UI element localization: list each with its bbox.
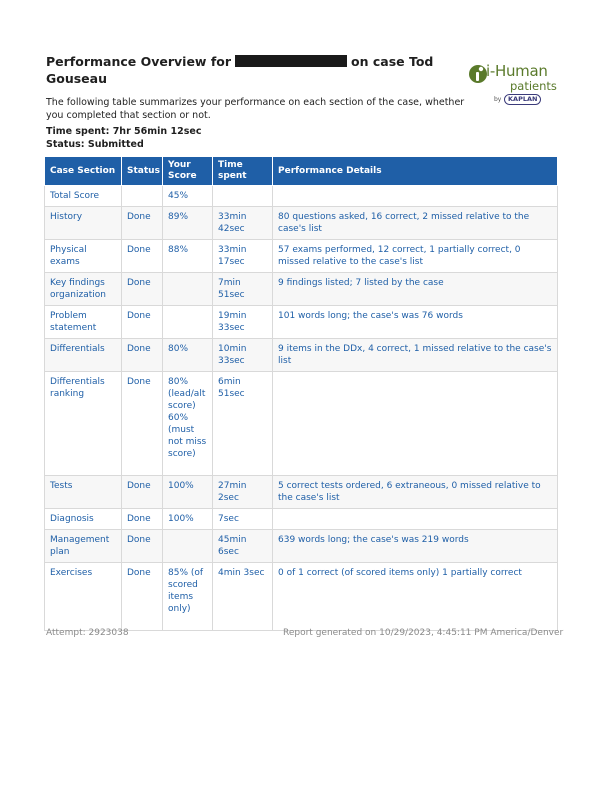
title-suffix: on case Tod Gouseau bbox=[46, 54, 434, 86]
summary-text: The following table summarizes your performance on each section of the case, whether you completed that section or not. bbox=[46, 97, 465, 121]
cell-details bbox=[273, 509, 558, 530]
cell-section: Differentials ranking bbox=[45, 372, 122, 476]
cell-score: 100% bbox=[163, 476, 213, 509]
table-row bbox=[45, 240, 558, 273]
cell-details: 57 exams performed, 12 correct, 1 partially correct, 0 missed relative to the case's list bbox=[273, 240, 558, 273]
cell-time: 10min 33sec bbox=[213, 339, 273, 372]
cell-status bbox=[122, 186, 163, 207]
cell-status: Done bbox=[122, 563, 163, 631]
report-header bbox=[46, 53, 436, 87]
cell-status: Done bbox=[122, 476, 163, 509]
cell-score bbox=[163, 273, 213, 306]
table-row bbox=[45, 372, 558, 476]
cell-details: 80 questions asked, 16 correct, 2 missed relative to the case's list bbox=[273, 207, 558, 240]
table-row bbox=[45, 273, 558, 306]
logo-partner: KAPLAN bbox=[504, 94, 541, 105]
column-header: Time spent bbox=[213, 157, 273, 186]
cell-time: 7min 51sec bbox=[213, 273, 273, 306]
cell-details: 5 correct tests ordered, 6 extraneous, 0 missed relative to the case's list bbox=[273, 476, 558, 509]
cell-section: Diagnosis bbox=[45, 509, 122, 530]
cell-details bbox=[273, 372, 558, 476]
cell-section: Problem statement bbox=[45, 306, 122, 339]
meta-block bbox=[46, 125, 201, 151]
cell-details: 9 items in the DDx, 4 correct, 1 missed relative to the case's list bbox=[273, 339, 558, 372]
ihuman-logo bbox=[468, 60, 558, 110]
cell-score bbox=[163, 530, 213, 563]
column-header: Performance Details bbox=[273, 157, 558, 186]
cell-time: 33min 17sec bbox=[213, 240, 273, 273]
title-prefix: Performance Overview for bbox=[46, 54, 232, 69]
cell-score: 85% (of scored items only) bbox=[163, 563, 213, 631]
table-row bbox=[45, 186, 558, 207]
column-header: Your Score bbox=[163, 157, 213, 186]
table-row bbox=[45, 563, 558, 631]
cell-section: Tests bbox=[45, 476, 122, 509]
performance-table bbox=[44, 156, 558, 631]
cell-time: 27min 2sec bbox=[213, 476, 273, 509]
cell-time: 7sec bbox=[213, 509, 273, 530]
table-row bbox=[45, 207, 558, 240]
logo-by: by bbox=[494, 96, 502, 103]
cell-status: Done bbox=[122, 372, 163, 476]
time-spent: Time spent: 7hr 56min 12sec bbox=[46, 126, 202, 137]
cell-time: 4min 3sec bbox=[213, 563, 273, 631]
cell-time: 33min 42sec bbox=[213, 207, 273, 240]
cell-time: 19min 33sec bbox=[213, 306, 273, 339]
table-row bbox=[45, 306, 558, 339]
cell-section: Key findings organization bbox=[45, 273, 122, 306]
cell-time: 45min 6sec bbox=[213, 530, 273, 563]
cell-status: Done bbox=[122, 240, 163, 273]
cell-score: 100% bbox=[163, 509, 213, 530]
cell-status: Done bbox=[122, 306, 163, 339]
cell-details: 9 findings listed; 7 listed by the case bbox=[273, 273, 558, 306]
cell-score: 80% bbox=[163, 339, 213, 372]
ihuman-mark-icon bbox=[468, 64, 488, 84]
cell-score: 89% bbox=[163, 207, 213, 240]
cell-score bbox=[163, 306, 213, 339]
cell-section: Total Score bbox=[45, 186, 122, 207]
column-header: Case Section bbox=[45, 157, 122, 186]
table-row bbox=[45, 476, 558, 509]
cell-details: 0 of 1 correct (of scored items only) 1 partially correct bbox=[273, 563, 558, 631]
attempt-id: Attempt: 2923038 bbox=[46, 628, 129, 638]
cell-time bbox=[213, 186, 273, 207]
logo-brand-top: i-Human bbox=[486, 62, 548, 80]
table-row bbox=[45, 339, 558, 372]
table-row bbox=[45, 509, 558, 530]
cell-status: Done bbox=[122, 530, 163, 563]
table-row bbox=[45, 530, 558, 563]
cell-section: Management plan bbox=[45, 530, 122, 563]
cell-section: History bbox=[45, 207, 122, 240]
cell-section: Differentials bbox=[45, 339, 122, 372]
page-title bbox=[46, 53, 436, 87]
cell-status: Done bbox=[122, 273, 163, 306]
cell-score: 80% (lead/alt score) 60% (must not miss score) bbox=[163, 372, 213, 476]
cell-section: Exercises bbox=[45, 563, 122, 631]
cell-score: 45% bbox=[163, 186, 213, 207]
report-generated: Report generated on 10/29/2023, 4:45:11 PM America/Denver bbox=[283, 628, 564, 638]
cell-time: 6min 51sec bbox=[213, 372, 273, 476]
cell-details: 639 words long; the case's was 219 words bbox=[273, 530, 558, 563]
cell-status: Done bbox=[122, 339, 163, 372]
cell-status: Done bbox=[122, 207, 163, 240]
cell-status: Done bbox=[122, 509, 163, 530]
logo-brand-bottom: patients bbox=[510, 79, 557, 93]
cell-details bbox=[273, 186, 558, 207]
status-line: Status: Submitted bbox=[46, 139, 144, 150]
redacted-name bbox=[235, 55, 347, 67]
cell-section: Physical exams bbox=[45, 240, 122, 273]
cell-score: 88% bbox=[163, 240, 213, 273]
table-header-row bbox=[45, 157, 558, 186]
cell-details: 101 words long; the case's was 76 words bbox=[273, 306, 558, 339]
column-header: Status bbox=[122, 157, 163, 186]
